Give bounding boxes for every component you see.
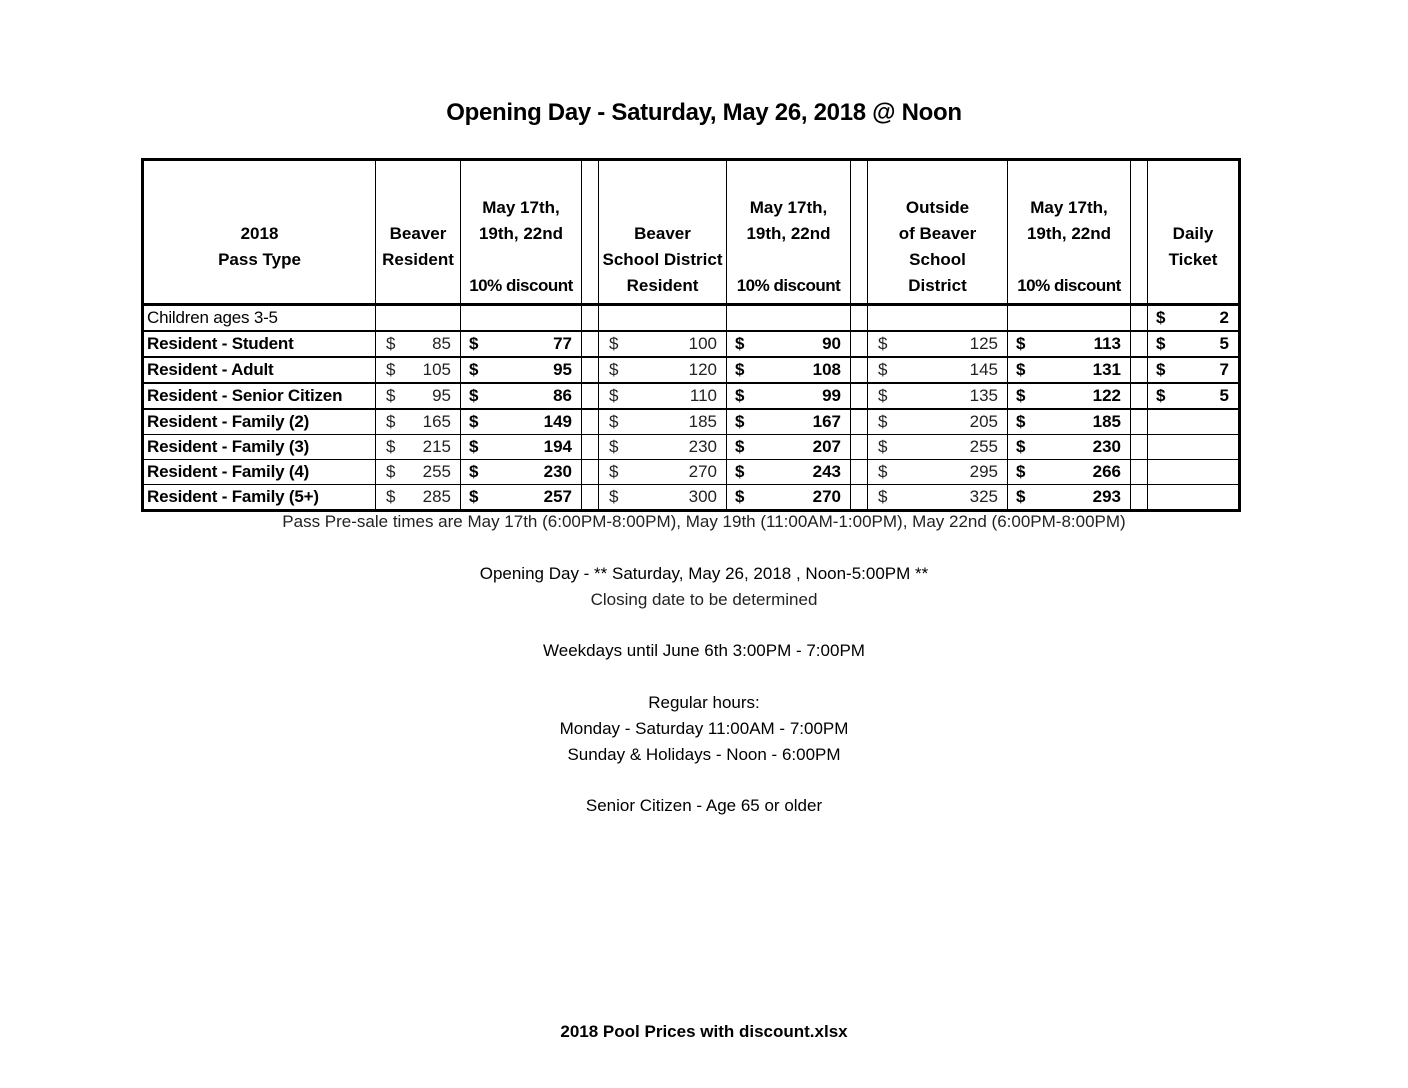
price-cell-district: [599, 305, 727, 332]
price-amount: 185: [688, 412, 717, 431]
price-cell-daily: [1148, 409, 1240, 435]
price-cell-beaver: [376, 485, 461, 511]
price-amount: 145: [969, 360, 998, 379]
currency-symbol: $: [878, 386, 888, 405]
header-school-district: [599, 160, 727, 305]
header-line: May 17th,: [749, 198, 828, 217]
price-amount: 90: [822, 334, 841, 353]
currency-symbol: $: [878, 487, 888, 506]
spacer-cell: [582, 485, 599, 511]
price-cell-district: [599, 435, 727, 460]
price-cell-district-disc: [727, 460, 851, 485]
price-amount: 5: [1219, 386, 1229, 405]
currency-symbol: $: [735, 462, 745, 481]
currency-symbol: $: [1156, 386, 1166, 405]
price-cell-outside-disc: [1008, 383, 1131, 409]
price-cell-outside-disc: [1008, 460, 1131, 485]
price-cell-beaver-disc: [461, 460, 582, 485]
header-line: Outside: [905, 198, 970, 217]
spacer-cell: [851, 435, 868, 460]
price-amount: 270: [688, 462, 717, 481]
currency-symbol: $: [735, 412, 745, 431]
currency-symbol: $: [386, 334, 396, 353]
price-cell-district: [599, 331, 727, 357]
header-year: 2018: [240, 224, 279, 243]
discount-label: 10% discount: [1017, 276, 1121, 295]
currency-symbol: $: [1016, 334, 1026, 353]
spacer-cell: [582, 305, 599, 332]
header-line: 19th, 22nd: [1026, 224, 1112, 243]
table-row: [143, 460, 1240, 485]
price-amount: 95: [432, 386, 451, 405]
price-cell-daily: [1148, 435, 1240, 460]
price-amount: 167: [812, 412, 841, 431]
header-discount-beaver: [461, 160, 582, 305]
currency-symbol: $: [735, 437, 745, 456]
header-line: School District: [602, 250, 723, 269]
table-row: [143, 485, 1240, 511]
price-amount: 95: [553, 360, 572, 379]
price-amount: 77: [553, 334, 572, 353]
price-cell-outside-disc: [1008, 357, 1131, 383]
pool-prices-table: [141, 158, 1241, 512]
currency-symbol: $: [386, 437, 396, 456]
spacer-cell: [582, 435, 599, 460]
header-daily-ticket: [1148, 160, 1240, 305]
closing-date-text: Closing date to be determined: [590, 590, 818, 609]
price-amount: 205: [969, 412, 998, 431]
spacer-cell: [582, 383, 599, 409]
currency-symbol: $: [469, 386, 479, 405]
price-cell-outside: [868, 331, 1008, 357]
header-pass-type-label: Pass Type: [218, 250, 301, 269]
price-amount: 5: [1219, 334, 1229, 353]
senior-info: [0, 793, 1408, 819]
price-cell-beaver: [376, 357, 461, 383]
currency-symbol: $: [1156, 308, 1166, 327]
currency-symbol: $: [735, 386, 745, 405]
regular-hours: [0, 690, 1408, 768]
header-outside: [868, 160, 1008, 305]
price-amount: 131: [1092, 360, 1121, 379]
pass-type-cell: Resident - Adult: [143, 357, 376, 383]
price-cell-beaver: [376, 460, 461, 485]
currency-symbol: $: [609, 437, 619, 456]
price-amount: 125: [969, 334, 998, 353]
currency-symbol: $: [469, 334, 479, 353]
price-cell-outside: [868, 357, 1008, 383]
currency-symbol: $: [735, 360, 745, 379]
currency-symbol: $: [878, 334, 888, 353]
senior-citizen-note: Senior Citizen - Age 65 or older: [585, 796, 823, 815]
price-amount: 7: [1219, 360, 1229, 379]
price-cell-beaver: [376, 331, 461, 357]
mon-sat-hours: Monday - Saturday 11:00AM - 7:00PM: [559, 719, 849, 738]
price-amount: 85: [432, 334, 451, 353]
price-cell-district: [599, 485, 727, 511]
header-beaver-resident: [376, 160, 461, 305]
price-cell-beaver-disc: [461, 357, 582, 383]
currency-symbol: $: [735, 334, 745, 353]
header-spacer: [582, 160, 599, 305]
price-cell-daily: [1148, 485, 1240, 511]
presale-times: Pass Pre-sale times are May 17th (6:00PM-8:00PM), May 19th (11:00AM-1:00PM), May 22nd (6:00PM-8:00PM): [282, 512, 1126, 531]
price-amount: 230: [688, 437, 717, 456]
price-cell-district-disc: [727, 331, 851, 357]
header-line: of Beaver School: [898, 224, 977, 269]
spacer-cell: [1131, 485, 1148, 511]
price-cell-district-disc: [727, 485, 851, 511]
price-cell-beaver-disc: [461, 305, 582, 332]
table-row: [143, 357, 1240, 383]
header-line: May 17th,: [1030, 198, 1108, 217]
currency-symbol: $: [878, 360, 888, 379]
price-amount: 105: [422, 360, 451, 379]
price-cell-beaver-disc: [461, 383, 582, 409]
spacer-cell: [851, 460, 868, 485]
price-cell-outside-disc: [1008, 331, 1131, 357]
currency-symbol: $: [1156, 360, 1166, 379]
price-amount: 99: [822, 386, 841, 405]
header-line: 19th, 22nd: [746, 224, 831, 243]
header-spacer: [1131, 160, 1148, 305]
spacer-cell: [851, 485, 868, 511]
pass-type-cell: Children ages 3-5: [143, 305, 376, 332]
price-amount: 255: [969, 437, 998, 456]
pass-type-cell: Resident - Senior Citizen: [143, 383, 376, 409]
header-line: Beaver: [389, 224, 447, 243]
price-cell-daily: [1148, 460, 1240, 485]
price-amount: 100: [688, 334, 717, 353]
price-cell-district: [599, 383, 727, 409]
currency-symbol: $: [609, 462, 619, 481]
currency-symbol: $: [386, 462, 396, 481]
spacer-cell: [582, 357, 599, 383]
header-spacer: [851, 160, 868, 305]
price-cell-daily: [1148, 383, 1240, 409]
header-row: [143, 160, 1240, 305]
header-pass-type: [143, 160, 376, 305]
currency-symbol: $: [735, 487, 745, 506]
table-row: [143, 305, 1240, 332]
currency-symbol: $: [386, 386, 396, 405]
currency-symbol: $: [386, 360, 396, 379]
currency-symbol: $: [1016, 487, 1026, 506]
price-cell-outside: [868, 409, 1008, 435]
price-cell-district: [599, 357, 727, 383]
price-amount: 207: [812, 437, 841, 456]
spacer-cell: [851, 409, 868, 435]
price-cell-outside: [868, 460, 1008, 485]
price-cell-daily: [1148, 357, 1240, 383]
price-cell-district-disc: [727, 383, 851, 409]
currency-symbol: $: [1016, 386, 1026, 405]
spacer-cell: [1131, 409, 1148, 435]
currency-symbol: $: [469, 487, 479, 506]
price-cell-daily: [1148, 331, 1240, 357]
header-line: May 17th,: [482, 198, 560, 217]
price-cell-outside: [868, 435, 1008, 460]
price-cell-outside-disc: [1008, 409, 1131, 435]
currency-symbol: $: [609, 412, 619, 431]
price-amount: 194: [543, 437, 572, 456]
currency-symbol: $: [878, 412, 888, 431]
currency-symbol: $: [1016, 437, 1026, 456]
currency-symbol: $: [469, 360, 479, 379]
price-amount: 243: [812, 462, 841, 481]
currency-symbol: $: [386, 412, 396, 431]
currency-symbol: $: [878, 462, 888, 481]
price-amount: 135: [969, 386, 998, 405]
currency-symbol: $: [469, 437, 479, 456]
price-cell-beaver-disc: [461, 485, 582, 511]
price-cell-outside-disc: [1008, 305, 1131, 332]
price-cell-beaver: [376, 409, 461, 435]
spacer-cell: [582, 409, 599, 435]
price-amount: 110: [689, 386, 717, 405]
price-amount: 86: [553, 386, 572, 405]
price-cell-outside: [868, 485, 1008, 511]
pass-type-cell: Resident - Family (4): [143, 460, 376, 485]
spacer-cell: [582, 331, 599, 357]
table-row: [143, 435, 1240, 460]
price-amount: 255: [422, 462, 451, 481]
price-cell-beaver-disc: [461, 409, 582, 435]
discount-label: 10% discount: [469, 276, 573, 295]
opening-info: [0, 561, 1408, 613]
header-line: Resident: [626, 276, 699, 295]
currency-symbol: $: [469, 412, 479, 431]
price-amount: 120: [688, 360, 717, 379]
price-amount: 185: [1092, 412, 1121, 431]
currency-symbol: $: [1156, 334, 1166, 353]
price-cell-district-disc: [727, 305, 851, 332]
price-amount: 293: [1092, 487, 1121, 506]
price-amount: 215: [422, 437, 451, 456]
spacer-cell: [851, 331, 868, 357]
currency-symbol: $: [609, 360, 619, 379]
price-amount: 295: [969, 462, 998, 481]
table-row: [143, 331, 1240, 357]
table-row: [143, 409, 1240, 435]
file-name-footer: 2018 Pool Prices with discount.xlsx: [560, 1022, 848, 1041]
spacer-cell: [851, 357, 868, 383]
price-cell-outside-disc: [1008, 485, 1131, 511]
weekdays-text: Weekdays until June 6th 3:00PM - 7:00PM: [543, 641, 865, 660]
opening-day-text: Opening Day - ** Saturday, May 26, 2018 , Noon-5:00PM **: [479, 564, 929, 583]
price-cell-outside: [868, 305, 1008, 332]
price-cell-outside-disc: [1008, 435, 1131, 460]
price-amount: 149: [543, 412, 572, 431]
spacer-cell: [1131, 305, 1148, 332]
header-line: Ticket: [1168, 250, 1218, 269]
sun-holiday-hours: Sunday & Holidays - Noon - 6:00PM: [567, 745, 841, 764]
price-cell-beaver-disc: [461, 435, 582, 460]
price-cell-daily: [1148, 305, 1240, 332]
spacer-cell: [851, 383, 868, 409]
price-amount: 300: [688, 487, 717, 506]
currency-symbol: $: [609, 487, 619, 506]
price-amount: 230: [543, 462, 572, 481]
currency-symbol: $: [386, 487, 396, 506]
spacer-cell: [582, 460, 599, 485]
pass-type-cell: Resident - Student: [143, 331, 376, 357]
currency-symbol: $: [609, 334, 619, 353]
header-line: Beaver: [634, 224, 691, 243]
price-cell-district: [599, 409, 727, 435]
price-amount: 270: [812, 487, 841, 506]
price-amount: 266: [1092, 462, 1121, 481]
spacer-cell: [1131, 383, 1148, 409]
page-title: Opening Day - Saturday, May 26, 2018 @ Noon: [446, 99, 962, 126]
header-line: District: [908, 276, 967, 295]
price-amount: 230: [1092, 437, 1121, 456]
price-cell-beaver-disc: [461, 331, 582, 357]
header-line: 19th, 22nd: [478, 224, 564, 243]
price-amount: 165: [422, 412, 451, 431]
price-amount: 113: [1093, 334, 1121, 353]
spacer-cell: [1131, 435, 1148, 460]
header-discount-outside: [1008, 160, 1131, 305]
price-cell-outside: [868, 383, 1008, 409]
price-cell-district: [599, 460, 727, 485]
spacer-cell: [851, 305, 868, 332]
regular-hours-heading: Regular hours:: [648, 693, 760, 712]
currency-symbol: $: [469, 462, 479, 481]
spacer-cell: [1131, 460, 1148, 485]
pass-type-cell: Resident - Family (3): [143, 435, 376, 460]
price-cell-beaver: [376, 305, 461, 332]
currency-symbol: $: [1016, 360, 1026, 379]
price-cell-district-disc: [727, 357, 851, 383]
table-row: [143, 383, 1240, 409]
spacer-cell: [1131, 357, 1148, 383]
header-discount-district: [727, 160, 851, 305]
discount-label: 10% discount: [736, 276, 841, 295]
presale-info: [0, 509, 1408, 535]
price-amount: 2: [1219, 308, 1229, 327]
price-cell-district-disc: [727, 435, 851, 460]
price-amount: 285: [422, 487, 451, 506]
pass-type-cell: Resident - Family (5+): [143, 485, 376, 511]
price-cell-beaver: [376, 435, 461, 460]
currency-symbol: $: [1016, 412, 1026, 431]
price-cell-beaver: [376, 383, 461, 409]
header-line: Resident: [382, 250, 454, 269]
price-cell-district-disc: [727, 409, 851, 435]
price-amount: 257: [543, 487, 572, 506]
currency-symbol: $: [878, 437, 888, 456]
header-line: Daily: [1172, 224, 1214, 243]
currency-symbol: $: [609, 386, 619, 405]
price-amount: 325: [969, 487, 998, 506]
spacer-cell: [1131, 331, 1148, 357]
price-amount: 122: [1092, 386, 1121, 405]
currency-symbol: $: [1016, 462, 1026, 481]
weekday-hours: [0, 638, 1408, 664]
price-amount: 108: [812, 360, 841, 379]
pass-type-cell: Resident - Family (2): [143, 409, 376, 435]
